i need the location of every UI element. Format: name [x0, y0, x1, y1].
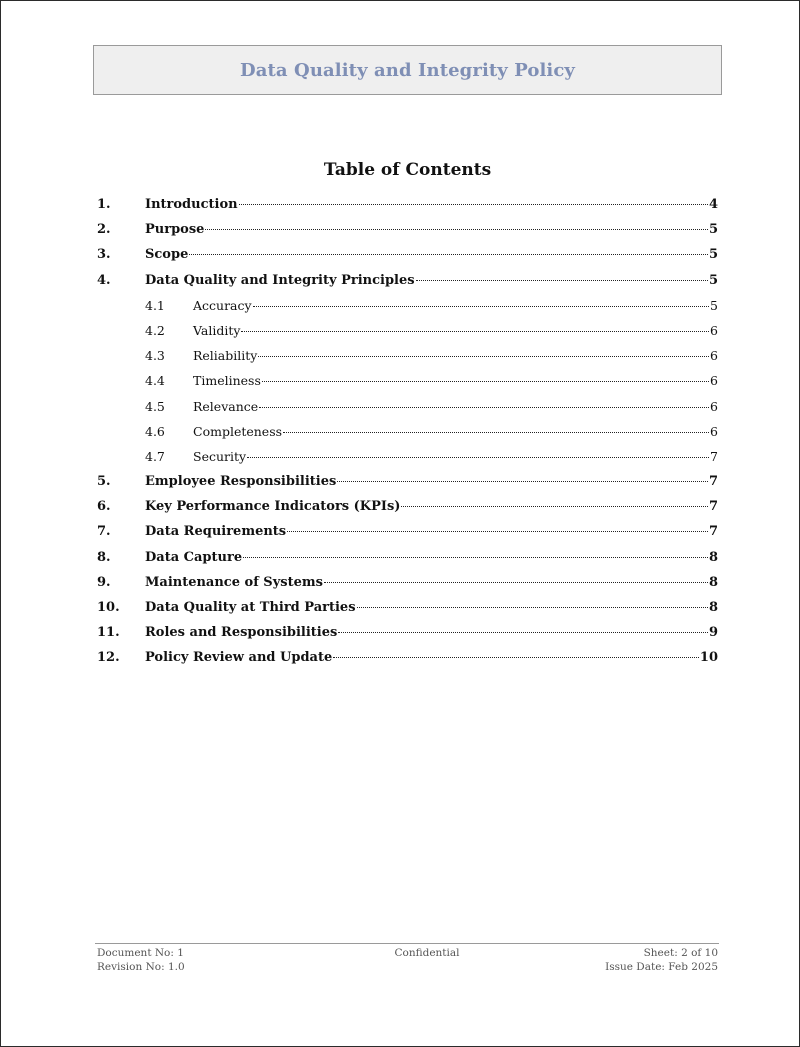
toc-entry-label[interactable]: Validity — [193, 322, 241, 338]
toc-entry-number: 9. — [97, 574, 111, 590]
toc-dot-leader — [253, 305, 709, 307]
toc-entry-number: 4.3 — [145, 348, 165, 364]
toc-entry-label[interactable]: Data Quality at Third Parties — [145, 600, 356, 615]
document-title: Data Quality and Integrity Policy — [240, 59, 575, 81]
toc-dot-leader — [189, 253, 708, 255]
toc-dot-leader — [259, 406, 709, 408]
footer-classification: Confidential — [394, 947, 460, 959]
toc-entry[interactable] — [97, 575, 718, 600]
toc-dot-leader — [243, 556, 708, 558]
toc-entry-number: 6. — [97, 499, 111, 515]
toc-entry-page: 6 — [710, 322, 718, 338]
toc-entry-number: 10. — [97, 600, 120, 615]
toc-entry-label[interactable]: Policy Review and Update — [145, 650, 333, 666]
toc-entry[interactable] — [97, 222, 718, 247]
toc-entry-label[interactable]: Security — [193, 448, 247, 464]
toc-entry-number: 4.7 — [145, 448, 165, 464]
toc-entry-page: 8 — [708, 600, 718, 615]
toc-entry[interactable] — [97, 298, 718, 323]
toc-dot-leader — [324, 581, 708, 583]
toc-entry-page: 6 — [710, 348, 718, 364]
toc-entry-number: 2. — [97, 222, 111, 238]
toc-entry-page: 7 — [710, 448, 718, 464]
toc-dot-leader — [258, 355, 709, 357]
toc-entry-label[interactable]: Reliability — [193, 348, 258, 364]
toc-entry[interactable] — [97, 273, 718, 298]
toc-entry-page: 6 — [710, 398, 718, 414]
toc-entry-number: 7. — [97, 524, 111, 540]
toc-entry-page: 5 — [708, 247, 718, 263]
toc-entry-number: 4.5 — [145, 398, 165, 414]
toc-entry-label[interactable]: Employee Responsibilities — [145, 474, 337, 490]
toc-entry[interactable] — [97, 625, 718, 650]
toc-entry-number: 4.1 — [145, 297, 165, 313]
toc-entry-number: 1. — [97, 197, 111, 212]
toc-entry[interactable] — [97, 600, 718, 625]
toc-entry[interactable] — [97, 499, 718, 524]
document-header — [93, 45, 722, 95]
toc-entry-number: 4.2 — [145, 322, 165, 338]
toc-entry-label[interactable]: Maintenance of Systems — [145, 574, 323, 590]
toc-entry-page: 8 — [708, 574, 718, 590]
footer-right — [605, 946, 718, 974]
toc-entry-page: 6 — [710, 423, 718, 439]
toc-entry-page: 9 — [708, 625, 718, 641]
toc-dot-leader — [239, 203, 708, 205]
toc-dot-leader — [357, 606, 708, 608]
toc-entry-number: 8. — [97, 549, 111, 565]
toc-entry-number: 4.6 — [145, 423, 165, 439]
toc-entry[interactable] — [97, 373, 718, 398]
toc-entry-page: 5 — [708, 272, 718, 288]
toc-dot-leader — [337, 480, 708, 482]
toc-entry-label[interactable]: Key Performance Indicators (KPIs) — [145, 499, 401, 515]
toc-entry[interactable] — [97, 323, 718, 348]
document-number: Document No: 1 — [97, 947, 184, 959]
toc-entry-label[interactable]: Introduction — [145, 197, 238, 212]
toc-entry-label[interactable]: Purpose — [145, 222, 205, 238]
toc-dot-leader — [333, 656, 699, 658]
toc-entry-number: 4.4 — [145, 373, 165, 389]
toc-heading: Table of Contents — [323, 160, 492, 180]
toc-entry-label[interactable]: Timeliness — [193, 373, 261, 389]
toc-entry[interactable] — [97, 550, 718, 575]
toc-entry-label[interactable]: Data Capture — [145, 549, 243, 565]
toc-dot-leader — [416, 279, 708, 281]
issue-date: Issue Date: Feb 2025 — [605, 961, 718, 973]
toc-entry[interactable] — [97, 424, 718, 449]
footer-divider — [95, 943, 719, 944]
toc-entry-number: 12. — [97, 650, 120, 666]
table-of-contents — [97, 197, 718, 676]
toc-entry-number: 11. — [97, 625, 120, 641]
toc-entry-page: 7 — [708, 524, 718, 540]
toc-entry-label[interactable]: Data Quality and Integrity Principles — [145, 272, 415, 288]
toc-entry[interactable] — [97, 247, 718, 272]
toc-entry-page: 4 — [708, 197, 718, 212]
toc-entry-label[interactable]: Data Requirements — [145, 524, 287, 540]
toc-entry-label[interactable]: Roles and Responsibilities — [145, 625, 338, 641]
toc-entry-label[interactable]: Relevance — [193, 398, 259, 414]
toc-dot-leader — [241, 330, 709, 332]
toc-entry[interactable] — [97, 474, 718, 499]
toc-dot-leader — [205, 228, 708, 230]
toc-entry-page: 5 — [708, 222, 718, 238]
sheet-number: Sheet: 2 of 10 — [643, 947, 718, 959]
toc-entry[interactable] — [97, 524, 718, 549]
revision-number: Revision No: 1.0 — [97, 961, 185, 973]
toc-entry-page: 7 — [708, 474, 718, 490]
toc-dot-leader — [401, 505, 708, 507]
toc-entry-label[interactable]: Scope — [145, 247, 189, 263]
toc-entry-page: 8 — [708, 549, 718, 565]
toc-dot-leader — [262, 380, 709, 382]
toc-entry-page: 5 — [710, 297, 718, 313]
toc-entry-page: 6 — [710, 373, 718, 389]
toc-entry[interactable] — [97, 449, 718, 474]
toc-entry-number: 5. — [97, 474, 111, 490]
toc-entry[interactable] — [97, 348, 718, 373]
toc-dot-leader — [283, 431, 709, 433]
toc-entry-label[interactable]: Completeness — [193, 423, 283, 439]
toc-entry[interactable] — [97, 197, 718, 222]
toc-dot-leader — [247, 456, 709, 458]
toc-entry-page: 7 — [708, 499, 718, 515]
toc-entry-page: 10 — [699, 650, 718, 666]
toc-entry-label[interactable]: Accuracy — [193, 297, 252, 313]
toc-entry[interactable] — [97, 650, 718, 675]
toc-entry[interactable] — [97, 399, 718, 424]
toc-entry-number: 4. — [97, 272, 111, 288]
toc-dot-leader — [287, 530, 708, 532]
toc-dot-leader — [338, 631, 708, 633]
toc-entry-number: 3. — [97, 247, 111, 263]
